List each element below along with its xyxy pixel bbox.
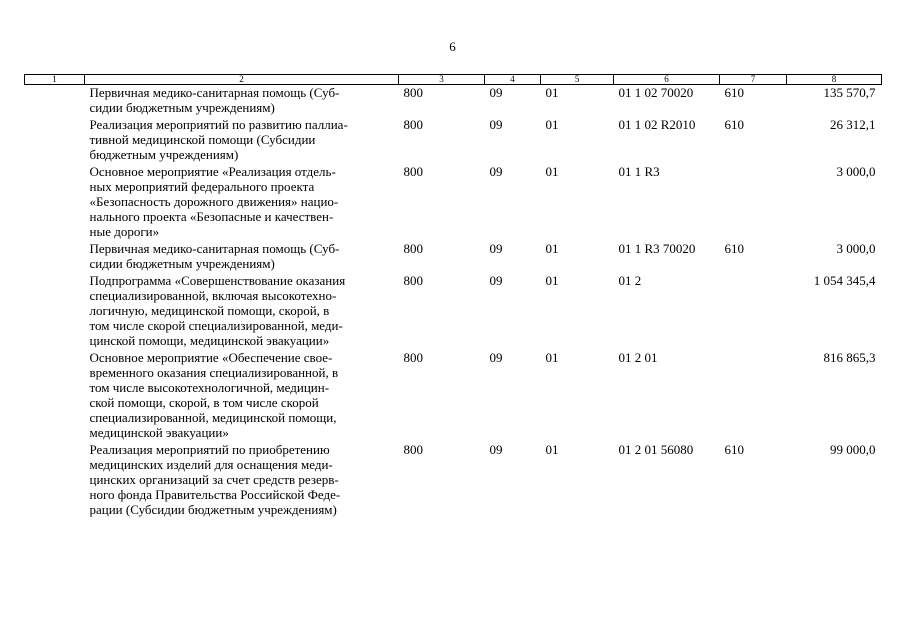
expense-name: Первичная медико-санитарная помощь (Суб- сидии бюджетным учреждениям) — [89, 85, 340, 115]
table-row — [25, 85, 882, 118]
row-number — [25, 273, 85, 350]
amount: 26 312,1 — [830, 117, 876, 132]
subsection-code: 01 — [545, 350, 559, 365]
subsection-code: 01 — [545, 241, 559, 256]
page-number: 6 — [449, 39, 456, 54]
subsection-code: 01 — [545, 85, 559, 100]
expense-name: Реализация мероприятий по приобретению медицинских изделий для оснащения меди- цинских организаций за счет средств резерв- ного фонда Правительства Российской Феде- рации (Субсидии бюджетным учреждениям) — [89, 442, 341, 517]
table-row — [25, 273, 882, 350]
target-article-code: 01 1 02 R2010 — [618, 117, 696, 132]
target-article-code: 01 2 01 — [618, 350, 658, 365]
column-number-3: 3 — [399, 75, 485, 85]
amount: 816 865,3 — [823, 350, 876, 365]
expense-type-code: 610 — [724, 442, 744, 457]
expense-name: Первичная медико-санитарная помощь (Суб- сидии бюджетным учреждениям) — [89, 241, 340, 271]
section-code: 09 — [489, 350, 503, 365]
row-number — [25, 241, 85, 273]
target-article-code: 01 1 R3 — [618, 164, 660, 179]
ministry-code: 800 — [403, 241, 423, 256]
expense-name: Реализация мероприятий по развитию паллиа- тивной медицинской помощи (Субсидии бюджетным учреждениям) — [89, 117, 348, 162]
amount: 3 000,0 — [836, 164, 876, 179]
budget-table — [24, 74, 882, 519]
expense-name: Основное мероприятие «Реализация отдель- ных мероприятий федерального проекта «Безопасность дорожного движения» нацио- нального проекта «Безопасные и качествен- ные дороги» — [89, 164, 339, 239]
column-number-6: 6 — [614, 75, 720, 85]
target-article-code: 01 2 — [618, 273, 642, 288]
target-article-code: 01 2 01 56080 — [618, 442, 694, 457]
expense-type-code: 610 — [724, 85, 744, 100]
amount: 3 000,0 — [836, 241, 876, 256]
table-body — [25, 85, 882, 520]
column-number-5: 5 — [541, 75, 614, 85]
expense-type-code — [720, 350, 787, 442]
expense-type-code: 610 — [724, 117, 744, 132]
ministry-code: 800 — [403, 85, 423, 100]
ministry-code: 800 — [403, 273, 423, 288]
row-number — [25, 164, 85, 241]
column-number-8: 8 — [787, 75, 882, 85]
expense-type-code — [720, 164, 787, 241]
ministry-code: 800 — [403, 442, 423, 457]
section-code: 09 — [489, 241, 503, 256]
row-number — [25, 350, 85, 442]
expense-name: Подпрограмма «Совершенствование оказания специализированной, включая высокотехно- логичную, медицинской помощи, скорой, в том числе скорой специализированной, меди- цинской помощи, медицинской эвакуации» — [89, 273, 346, 348]
amount: 135 570,7 — [823, 85, 876, 100]
subsection-code: 01 — [545, 164, 559, 179]
table-row — [25, 164, 882, 241]
target-article-code: 01 1 R3 70020 — [618, 241, 696, 256]
expense-name: Основное мероприятие «Обеспечение свое- временного оказания специализированной, в том числе высокотехнологичной, медицин- ской помощи, скорой, в том числе скорой специализированной, медицинской помощи, медицинской эвакуации» — [89, 350, 339, 440]
section-code: 09 — [489, 85, 503, 100]
section-code: 09 — [489, 164, 503, 179]
row-number — [25, 117, 85, 164]
subsection-code: 01 — [545, 117, 559, 132]
ministry-code: 800 — [403, 117, 423, 132]
table-row — [25, 241, 882, 273]
column-number-7: 7 — [720, 75, 787, 85]
column-number-4: 4 — [485, 75, 541, 85]
subsection-code: 01 — [545, 442, 559, 457]
section-code: 09 — [489, 273, 503, 288]
table-row — [25, 117, 882, 164]
target-article-code: 01 1 02 70020 — [618, 85, 694, 100]
subsection-code: 01 — [545, 273, 559, 288]
section-code: 09 — [489, 442, 503, 457]
section-code: 09 — [489, 117, 503, 132]
table-row — [25, 350, 882, 442]
table-row — [25, 442, 882, 519]
column-number-2: 2 — [85, 75, 399, 85]
column-number-row — [25, 75, 882, 85]
amount: 1 054 345,4 — [813, 273, 876, 288]
expense-type-code — [720, 273, 787, 350]
ministry-code: 800 — [403, 164, 423, 179]
expense-type-code: 610 — [724, 241, 744, 256]
ministry-code: 800 — [403, 350, 423, 365]
amount: 99 000,0 — [830, 442, 876, 457]
row-number — [25, 442, 85, 519]
row-number — [25, 85, 85, 118]
column-number-1: 1 — [25, 75, 85, 85]
